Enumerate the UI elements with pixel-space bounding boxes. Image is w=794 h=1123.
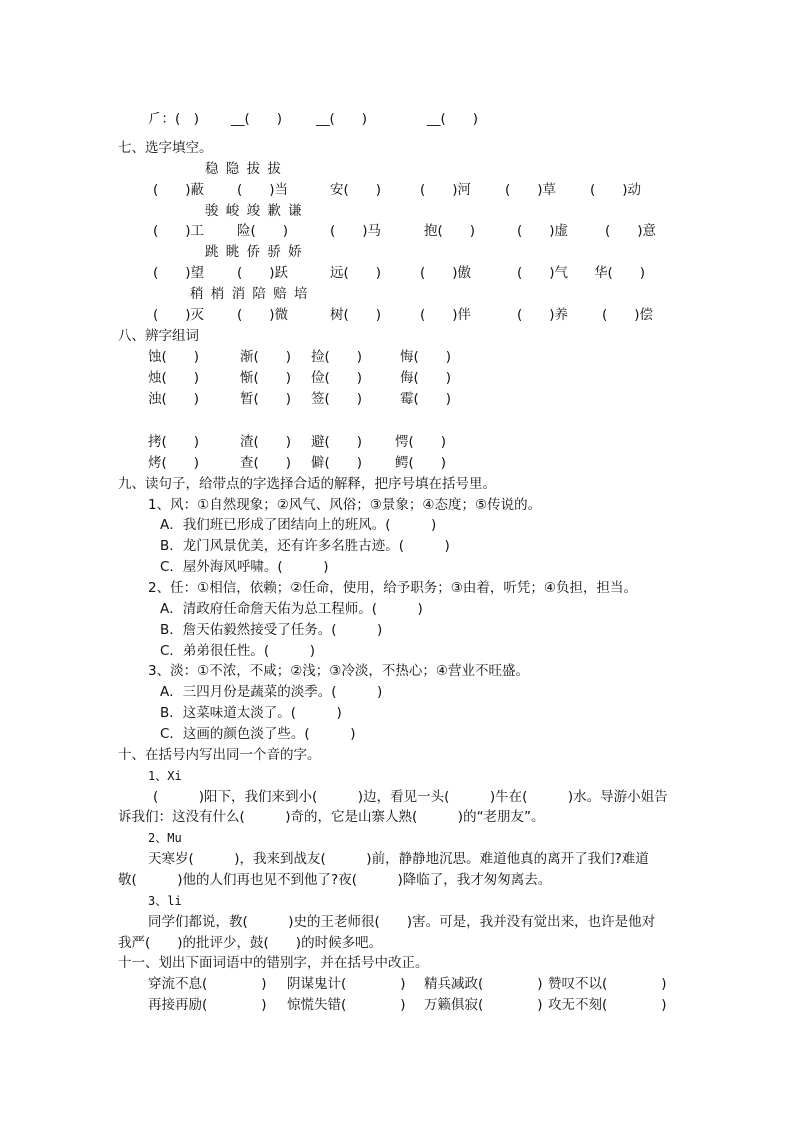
word-item: 俭( ): [311, 370, 363, 386]
word-item: 避( ): [311, 434, 363, 450]
fill-item: ( )意: [605, 223, 657, 239]
fill-item: ( )微: [237, 307, 289, 323]
section-11-title: 十一、划出下面词语中的错别字，并在括号中改正。: [118, 955, 429, 971]
fill-item: 华( ): [594, 265, 646, 281]
fill-item: ( )工: [153, 223, 205, 239]
sentence-item: C．这画的颜色淡了些。( ): [160, 726, 356, 742]
word-item: 惭( ): [240, 370, 292, 386]
section-9-title: 九、读句子，给带点的字选择合适的解释，把序号填在括号里。: [118, 476, 496, 492]
word-item: 渣( ): [240, 434, 292, 450]
paragraph-line: 我严( )的批评少，鼓( )的时候多吧。: [118, 935, 383, 951]
section-10-title: 十、在括号内写出同一个音的字。: [118, 747, 321, 763]
fill-item: ( )灭: [153, 307, 205, 323]
word-item: 烛( ): [148, 370, 200, 386]
sentence-item: A．三四月份是蔬菜的淡季。( ): [160, 684, 383, 700]
char-options: 骏 峻 竣 歉 谦: [205, 203, 302, 219]
top-item: __( ): [316, 111, 368, 127]
fill-item: ( )养: [517, 307, 569, 323]
char-options: 跳 眺 侨 骄 娇: [205, 244, 302, 260]
idiom-item: 惊慌失错( ): [287, 997, 406, 1013]
word-item: 查( ): [240, 455, 292, 471]
pinyin-label: 2、Mu: [148, 831, 182, 845]
sentence-item: B．詹天佑毅然接受了任务。( ): [160, 622, 383, 638]
word-item: 签( ): [311, 391, 363, 407]
word-item: 愕( ): [395, 434, 447, 450]
idiom-item: 阴谋鬼计( ): [287, 976, 406, 992]
fill-item: ( )草: [505, 182, 557, 198]
paragraph-line: 诉我们：这没有什么( )奇的，它是山寨人熟( )的“老朋友”。: [118, 809, 545, 825]
word-item: 渐( ): [240, 349, 292, 365]
idiom-item: 穿流不息( ): [148, 976, 267, 992]
idiom-item: 精兵减政( ): [424, 976, 543, 992]
pinyin-label: 3、li: [148, 894, 182, 908]
idiom-item: 再接再励( ): [148, 997, 267, 1013]
fill-item: ( )偿: [602, 307, 654, 323]
word-item: 暂( ): [240, 391, 292, 407]
fill-item: ( )气: [517, 265, 569, 281]
paragraph-line: ( )阳下，我们来到小( )边，看见一头( )牛在( )水。导游小姐告: [153, 789, 668, 805]
fill-item: 安( ): [330, 182, 382, 198]
word-item: 侮( ): [400, 370, 452, 386]
fill-item: ( )蔽: [153, 182, 205, 198]
idiom-item: 攻无不刻( ): [548, 997, 667, 1013]
paragraph-line: 敬( )他的人们再也见不到他了?夜( )降临了，我才匆匆离去。: [118, 872, 552, 888]
fill-item: ( )动: [590, 182, 642, 198]
fill-item: ( )河: [420, 182, 472, 198]
sentence-item: A．我们班已形成了团结向上的班风。( ): [160, 517, 437, 533]
section-8-title: 八、辨字组词: [118, 328, 199, 344]
word-item: 烤( ): [148, 455, 200, 471]
fill-item: ( )望: [153, 265, 205, 281]
word-item: 拷( ): [148, 434, 200, 450]
fill-item: ( )当: [237, 182, 289, 198]
paragraph-line: 同学们都说，教( )史的王老师很( )害。可是，我并没有觉出来，也许是他对: [148, 914, 656, 930]
idiom-item: 赞叹不以( ): [548, 976, 667, 992]
fill-item: ( )傲: [420, 265, 472, 281]
fill-item: ( )跃: [237, 265, 289, 281]
fill-item: ( )马: [330, 223, 382, 239]
fill-item: ( )伴: [420, 307, 472, 323]
section-7-title: 七、选字填空。: [118, 140, 213, 156]
word-item: 捡( ): [311, 349, 363, 365]
word-item: 鳄( ): [395, 455, 447, 471]
char-options: 稍 梢 消 陪 赔 培: [190, 286, 308, 302]
paragraph-line: 天寒岁( )，我来到战友( )前，静静地沉思。难道他真的离开了我们?难道: [148, 851, 649, 867]
sentence-item: B．这菜味道太淡了。( ): [160, 705, 342, 721]
sentence-item: C．弟弟很任性。( ): [160, 643, 315, 659]
sentence-item: C．屋外海风呼啸。( ): [160, 559, 329, 575]
fill-item: 险( ): [237, 223, 289, 239]
top-item: __( ): [427, 111, 479, 127]
fill-item: ( )虚: [517, 223, 569, 239]
word-item: 僻( ): [311, 455, 363, 471]
top-item: ⺁：( ): [148, 111, 200, 127]
word-item: 蚀( ): [148, 349, 200, 365]
definition-line: 2、任：①相信，依赖；②任命，使用，给予职务；③由着，听凭；④负担，担当。: [148, 580, 637, 596]
sentence-item: A．清政府任命詹天佑为总工程师。( ): [160, 601, 423, 617]
pinyin-label: 1、Xi: [148, 769, 182, 783]
fill-item: 远( ): [330, 265, 382, 281]
definition-line: 1、风：①自然现象；②风气、风俗；③景象；④态度；⑤传说的。: [148, 497, 542, 513]
word-item: 浊( ): [148, 391, 200, 407]
definition-line: 3、淡：①不浓，不咸；②浅；③冷淡，不热心；④营业不旺盛。: [148, 663, 529, 679]
word-item: 悔( ): [400, 349, 452, 365]
fill-item: 树( ): [330, 307, 382, 323]
char-options: 稳 隐 拔 拔: [205, 161, 281, 177]
sentence-item: B．龙门风景优美，还有许多名胜古迹。( ): [160, 538, 450, 554]
word-item: 霉( ): [400, 391, 452, 407]
fill-item: 抱( ): [424, 223, 476, 239]
top-item: __( ): [231, 111, 283, 127]
idiom-item: 万籁俱寂( ): [424, 997, 543, 1013]
